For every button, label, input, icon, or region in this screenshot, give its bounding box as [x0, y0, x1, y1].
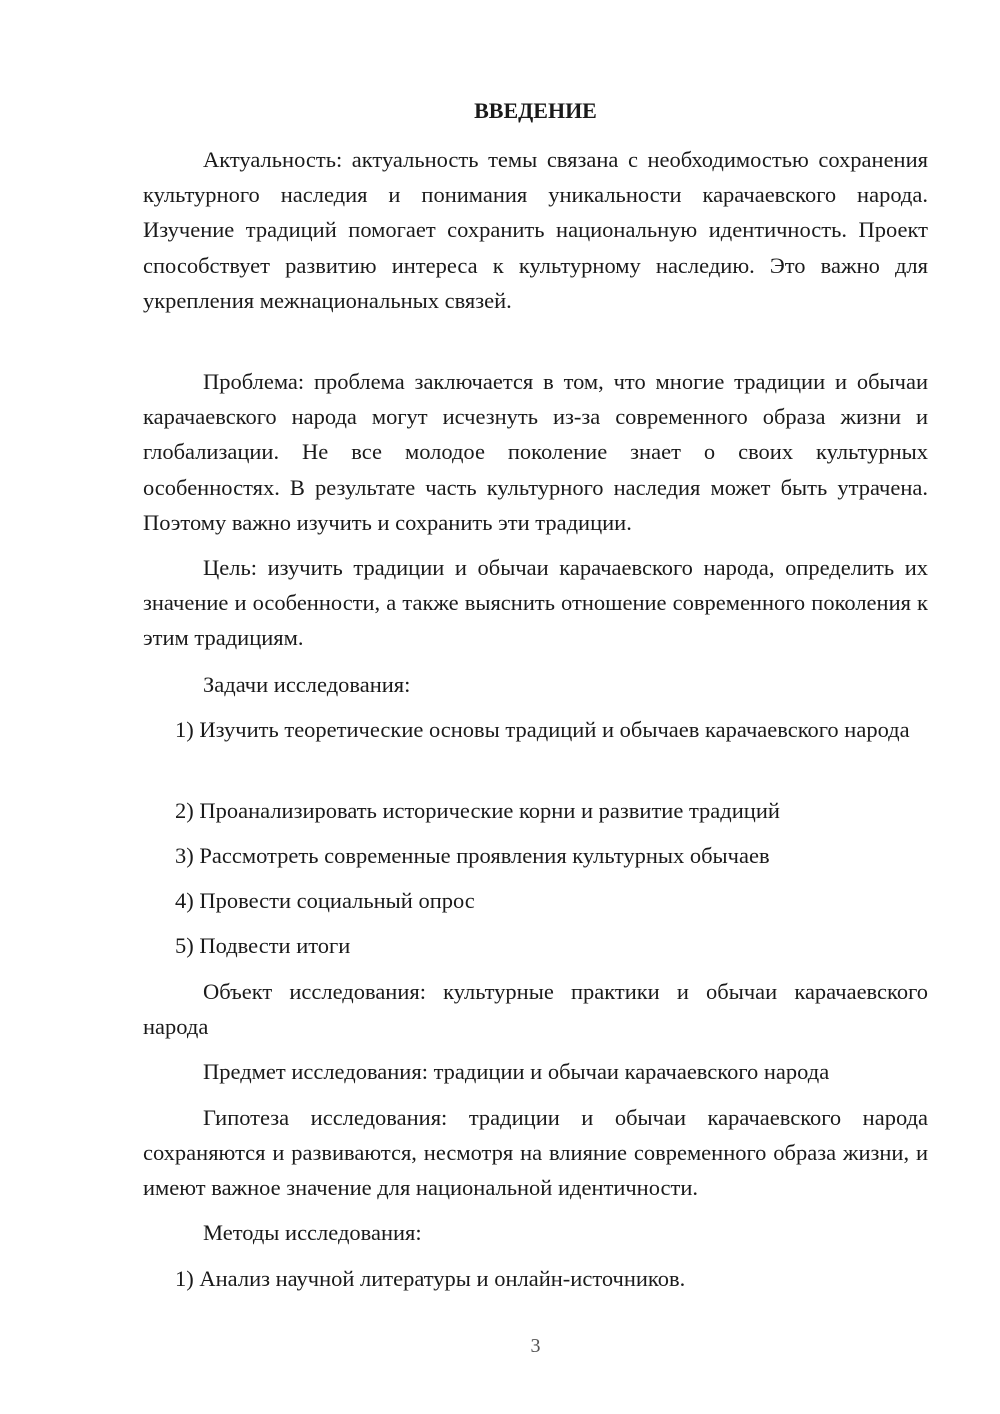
- method-item: 1) Анализ научной литературы и онлайн-источников.: [175, 1266, 686, 1291]
- task-item: 3) Рассмотреть современные проявления культурных обычаев: [175, 843, 770, 868]
- goal-paragraph: Цель: изучить традиции и обычаи карачаевского народа, определить их значение и особенности, а также выяснить отношение современного поколения к этим традициям.: [143, 555, 928, 651]
- task-item: 5) Подвести итоги: [175, 933, 351, 958]
- hypothesis-paragraph: Гипотеза исследования: традиции и обычаи карачаевского народа сохраняются и развиваются, несмотря на влияние современного образа жизни, и имеют важное значение для национальной идентичности.: [143, 1105, 928, 1201]
- task-item: 1) Изучить теоретические основы традиций и обычаев карачаевского народа: [175, 717, 910, 742]
- methods-heading: Методы исследования:: [203, 1220, 422, 1245]
- subject-paragraph: Предмет исследования: традиции и обычаи карачаевского народа: [203, 1059, 830, 1084]
- tasks-heading: Задачи исследования:: [203, 672, 411, 697]
- task-item: 4) Провести социальный опрос: [175, 888, 475, 913]
- section-title: ВВЕДЕНИЕ: [474, 98, 597, 123]
- relevance-paragraph: Актуальность: актуальность темы связана с необходимостью сохранения культурного наследия и понимания уникальности карачаевского народа. Изучение традиций помогает сохранить национальную идентичность. Проект способствует развитию интереса к культурному наследию. Это важно для укрепления межнациональных связей.: [143, 147, 928, 313]
- task-item: 2) Проанализировать исторические корни и развитие традиций: [175, 798, 780, 823]
- page-number: 3: [530, 1335, 541, 1357]
- problem-paragraph: Проблема: проблема заключается в том, что многие традиции и обычаи карачаевского народа могут исчезнуть из-за современного образа жизни и глобализации. Не все молодое поколение знает о своих культурных особенностях. В результате часть культурного наследия может быть утрачена. Поэтому важно изучить и сохранить эти традиции.: [143, 369, 928, 535]
- object-paragraph: Объект исследования: культурные практики и обычаи карачаевского народа: [143, 979, 928, 1040]
